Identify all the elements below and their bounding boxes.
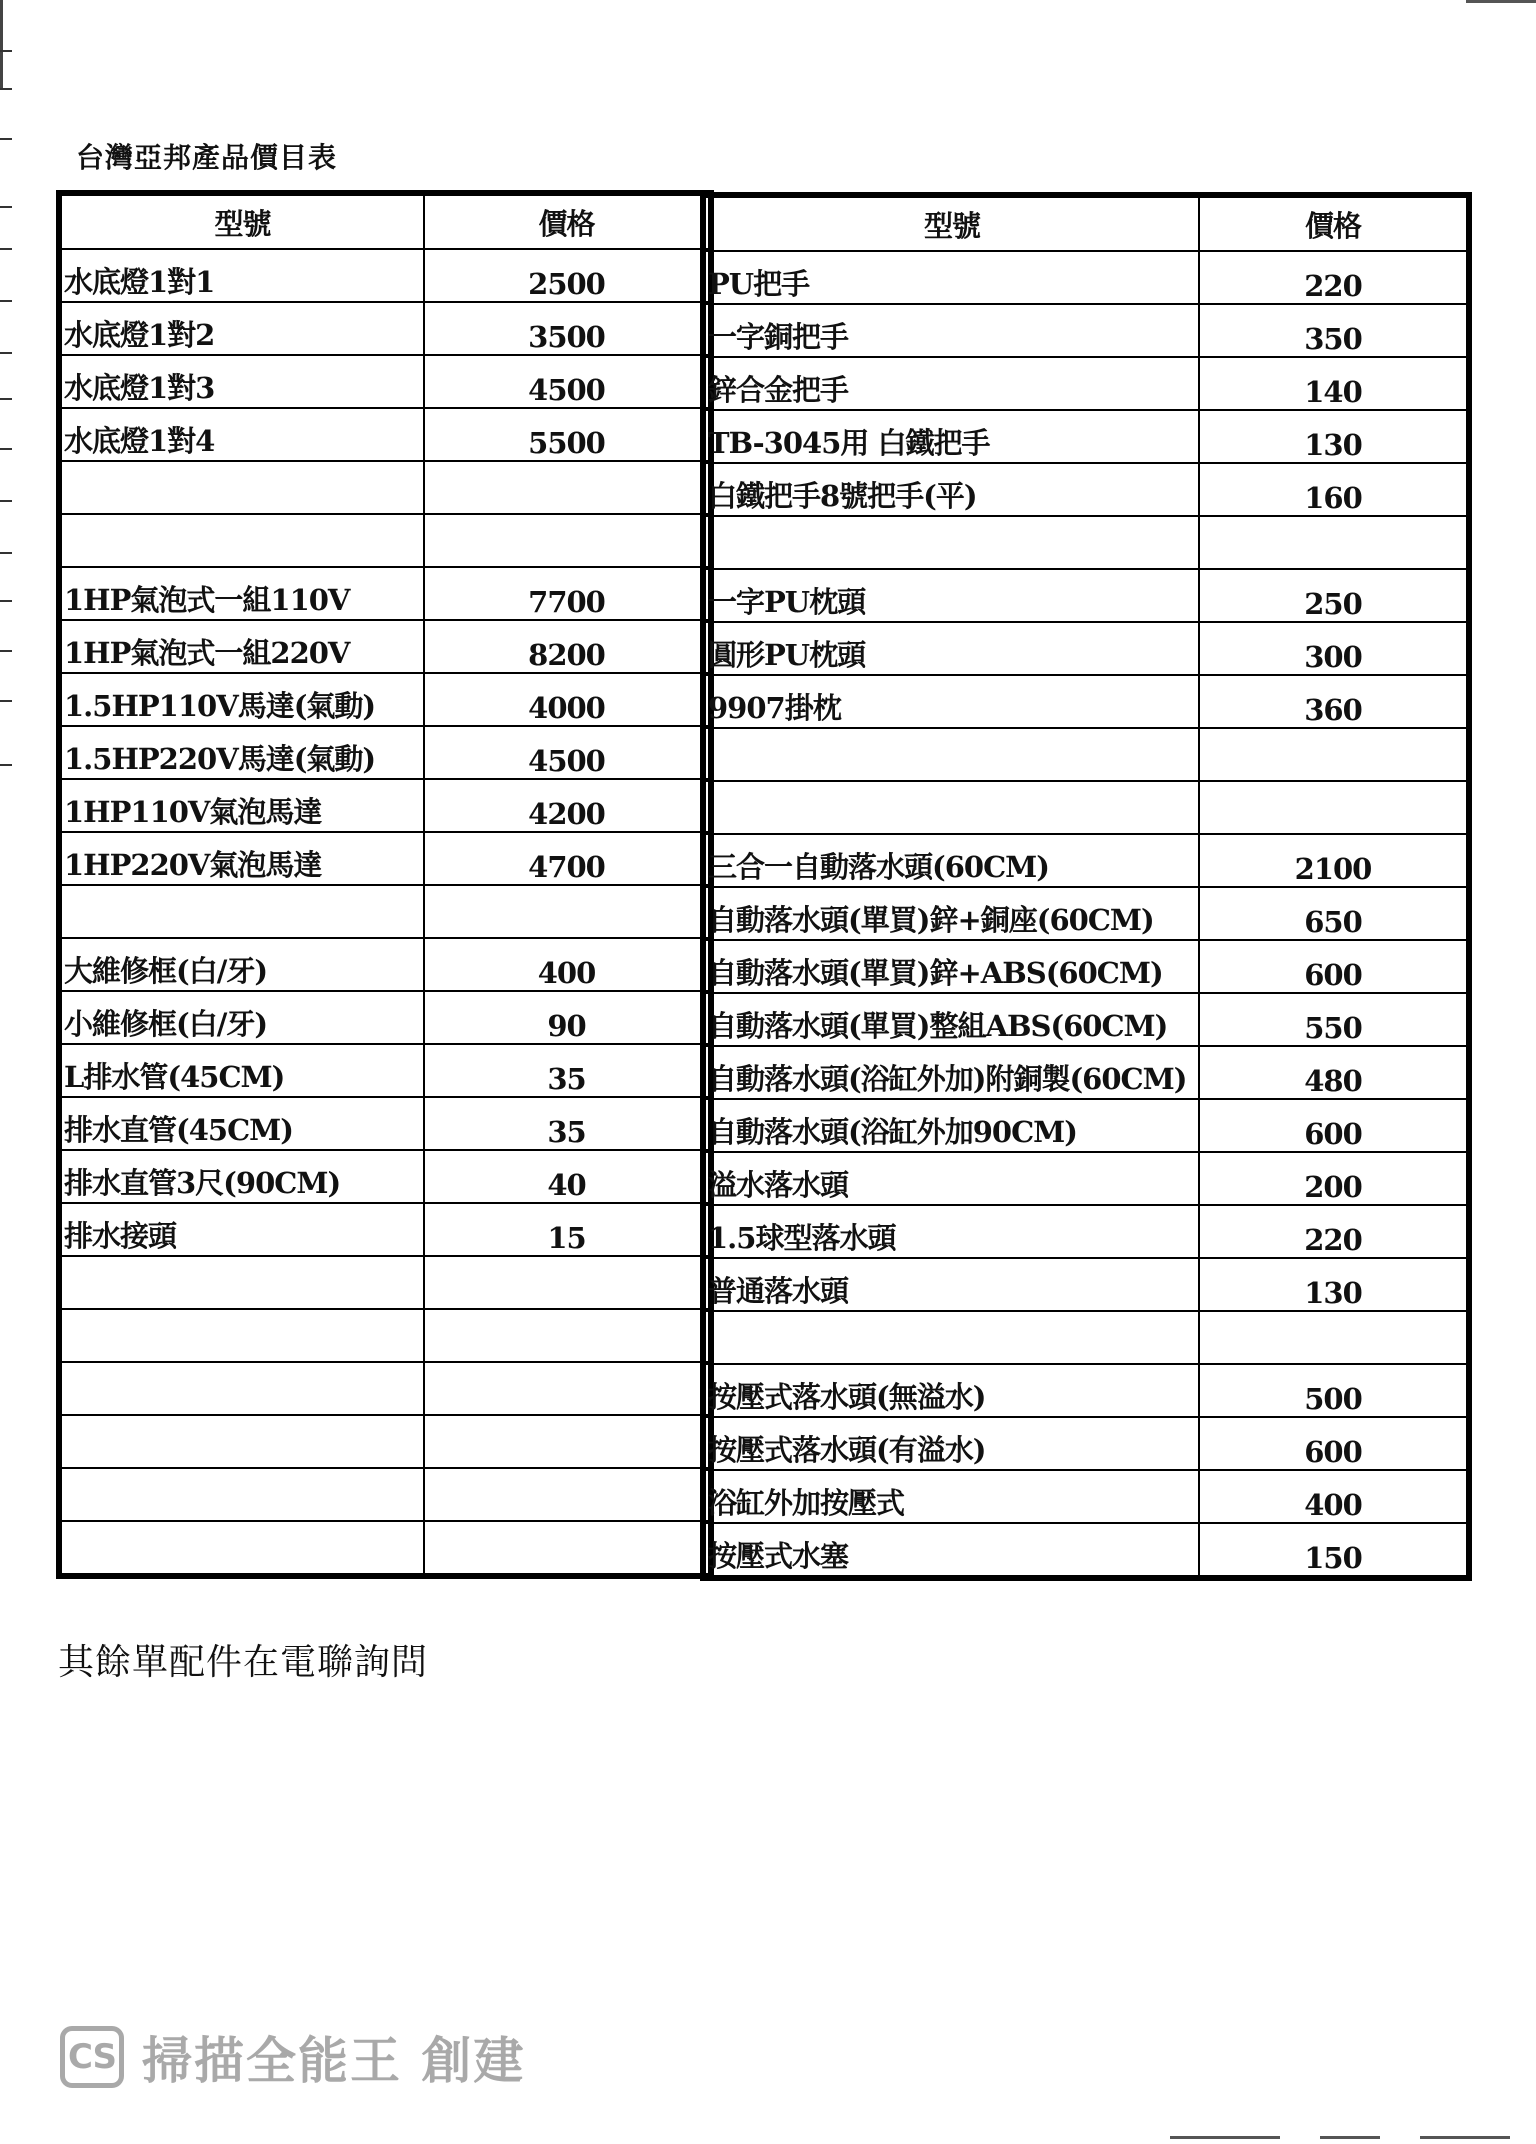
- row-model: 水底燈1對4: [59, 408, 424, 461]
- row-model: 按壓式落水頭(無溢水): [703, 1364, 1199, 1417]
- table-row: [703, 675, 1469, 728]
- row-price: 5500: [424, 408, 711, 461]
- table-row: [703, 887, 1469, 940]
- row-price: 130: [1199, 410, 1469, 463]
- row-price: 4000: [424, 673, 711, 726]
- table-row: [703, 1470, 1469, 1523]
- row-price: 360: [1199, 675, 1469, 728]
- table-row: [703, 781, 1469, 834]
- table-row: [59, 1362, 711, 1415]
- row-model: TB-3045用 白鐵把手: [703, 410, 1199, 463]
- table-row: [59, 885, 711, 938]
- row-price: [424, 1362, 711, 1415]
- table-row: [59, 1203, 711, 1256]
- table-row: [703, 1523, 1469, 1578]
- row-price: [424, 885, 711, 938]
- table-row: [59, 1309, 711, 1362]
- table-row: [703, 304, 1469, 357]
- row-model: L排水管(45CM): [59, 1044, 424, 1097]
- table-row: [703, 622, 1469, 675]
- scan-corner-bar: [1466, 0, 1536, 3]
- row-model: 小維修框(白/牙): [59, 991, 424, 1044]
- row-model: 普通落水頭: [703, 1258, 1199, 1311]
- row-model: 圓形PU枕頭: [703, 622, 1199, 675]
- table-row: [59, 620, 711, 673]
- row-price: [1199, 781, 1469, 834]
- table-row: [703, 1152, 1469, 1205]
- table-row: [703, 569, 1469, 622]
- row-model: 溢水落水頭: [703, 1152, 1199, 1205]
- table-row: [703, 1258, 1469, 1311]
- table-row: [59, 991, 711, 1044]
- table-row: [59, 408, 711, 461]
- table-row: [703, 993, 1469, 1046]
- table-row: [59, 514, 711, 567]
- row-price: [1199, 728, 1469, 781]
- row-price: 140: [1199, 357, 1469, 410]
- table-row: [59, 355, 711, 408]
- row-model: 排水接頭: [59, 1203, 424, 1256]
- row-price: 480: [1199, 1046, 1469, 1099]
- row-model: 水底燈1對3: [59, 355, 424, 408]
- table-row: [59, 1150, 711, 1203]
- watermark-text: 掃描全能王 創建: [142, 2032, 526, 2090]
- price-list-title: 台灣亞邦產品價目表: [76, 141, 338, 174]
- row-model: 1HP氣泡式一組110V: [59, 567, 424, 620]
- row-price: 35: [424, 1097, 711, 1150]
- table-row: [703, 1099, 1469, 1152]
- row-model: 一字銅把手: [703, 304, 1199, 357]
- row-price: 130: [1199, 1258, 1469, 1311]
- row-model: 自動落水頭(浴缸外加90CM): [703, 1099, 1199, 1152]
- row-model: 排水直管3尺(90CM): [59, 1150, 424, 1203]
- header-price: 價格: [424, 193, 711, 249]
- row-price: 200: [1199, 1152, 1469, 1205]
- row-price: 350: [1199, 304, 1469, 357]
- row-model: [59, 461, 424, 514]
- row-price: 4700: [424, 832, 711, 885]
- price-table-left: [56, 190, 714, 1579]
- row-model: 水底燈1對2: [59, 302, 424, 355]
- row-model: 1.5HP110V馬達(氣動): [59, 673, 424, 726]
- row-price: 2500: [424, 249, 711, 302]
- row-price: 400: [424, 938, 711, 991]
- table-row: [703, 940, 1469, 993]
- row-price: 600: [1199, 1417, 1469, 1470]
- row-price: [424, 1468, 711, 1521]
- row-model: 1HP220V氣泡馬達: [59, 832, 424, 885]
- row-price: 8200: [424, 620, 711, 673]
- price-table-left-body: [59, 249, 711, 1576]
- row-price: 4200: [424, 779, 711, 832]
- row-model: PU把手: [703, 251, 1199, 304]
- row-price: 650: [1199, 887, 1469, 940]
- row-price: 160: [1199, 463, 1469, 516]
- table-row: [59, 726, 711, 779]
- table-row: [59, 938, 711, 991]
- table-row: [59, 567, 711, 620]
- table-row: [703, 1046, 1469, 1099]
- row-price: [424, 461, 711, 514]
- scan-bottom-mark: [1320, 2136, 1380, 2139]
- row-model: [59, 1415, 424, 1468]
- row-model: [59, 1309, 424, 1362]
- row-model: [703, 1311, 1199, 1364]
- table-row: [59, 249, 711, 302]
- price-table-right-body: [703, 251, 1469, 1578]
- scan-bottom-mark: [1170, 2136, 1280, 2139]
- row-model: [59, 1256, 424, 1309]
- table-row: [59, 1256, 711, 1309]
- row-price: 600: [1199, 1099, 1469, 1152]
- row-model: 自動落水頭(單買)鋅+ABS(60CM): [703, 940, 1199, 993]
- table-row: [703, 1417, 1469, 1470]
- row-price: 300: [1199, 622, 1469, 675]
- table-row: [59, 302, 711, 355]
- row-model: 按壓式水塞: [703, 1523, 1199, 1578]
- camscanner-logo-icon: CS: [60, 2026, 124, 2088]
- header-model: 型號: [59, 193, 424, 249]
- row-model: 浴缸外加按壓式: [703, 1470, 1199, 1523]
- row-price: [1199, 1311, 1469, 1364]
- row-price: 3500: [424, 302, 711, 355]
- table-row: [703, 463, 1469, 516]
- table-row: [59, 779, 711, 832]
- table-header-row: [703, 195, 1469, 251]
- row-price: 220: [1199, 1205, 1469, 1258]
- row-price: [424, 1256, 711, 1309]
- row-model: 按壓式落水頭(有溢水): [703, 1417, 1199, 1470]
- row-model: 大維修框(白/牙): [59, 938, 424, 991]
- row-model: [703, 781, 1199, 834]
- table-row: [59, 832, 711, 885]
- scanner-watermark: [60, 2024, 525, 2090]
- row-price: 600: [1199, 940, 1469, 993]
- row-model: [703, 728, 1199, 781]
- row-price: 35: [424, 1044, 711, 1097]
- row-model: 水底燈1對1: [59, 249, 424, 302]
- row-price: [424, 1521, 711, 1576]
- row-price: 250: [1199, 569, 1469, 622]
- row-model: 1HP氣泡式一組220V: [59, 620, 424, 673]
- table-row: [59, 1468, 711, 1521]
- footer-note: 其餘單配件在電聯詢問: [58, 1642, 429, 1683]
- row-price: 15: [424, 1203, 711, 1256]
- row-model: 鋅合金把手: [703, 357, 1199, 410]
- row-price: [424, 1415, 711, 1468]
- row-model: 自動落水頭(浴缸外加)附銅製(60CM): [703, 1046, 1199, 1099]
- row-model: 一字PU枕頭: [703, 569, 1199, 622]
- row-price: [424, 1309, 711, 1362]
- row-price: 400: [1199, 1470, 1469, 1523]
- row-model: 1.5HP220V馬達(氣動): [59, 726, 424, 779]
- row-model: [59, 1521, 424, 1576]
- row-price: 40: [424, 1150, 711, 1203]
- row-price: 4500: [424, 355, 711, 408]
- table-row: [703, 516, 1469, 569]
- row-model: 1HP110V氣泡馬達: [59, 779, 424, 832]
- table-row: [59, 673, 711, 726]
- row-price: 500: [1199, 1364, 1469, 1417]
- table-row: [59, 461, 711, 514]
- row-model: 三合一自動落水頭(60CM): [703, 834, 1199, 887]
- table-row: [59, 1415, 711, 1468]
- header-model: 型號: [703, 195, 1199, 251]
- row-price: 90: [424, 991, 711, 1044]
- row-model: 1.5球型落水頭: [703, 1205, 1199, 1258]
- row-model: 白鐵把手8號把手(平): [703, 463, 1199, 516]
- table-row: [59, 1521, 711, 1576]
- row-price: 220: [1199, 251, 1469, 304]
- row-price: [424, 514, 711, 567]
- row-model: 排水直管(45CM): [59, 1097, 424, 1150]
- table-row: [703, 251, 1469, 304]
- table-row: [703, 1364, 1469, 1417]
- row-model: [59, 885, 424, 938]
- scan-bottom-mark: [1420, 2136, 1510, 2139]
- row-model: 9907掛枕: [703, 675, 1199, 728]
- table-row: [703, 410, 1469, 463]
- row-price: 150: [1199, 1523, 1469, 1578]
- table-row: [59, 1044, 711, 1097]
- price-table-right: [700, 192, 1472, 1581]
- table-row: [703, 357, 1469, 410]
- header-price: 價格: [1199, 195, 1469, 251]
- row-model: 自動落水頭(單買)鋅+銅座(60CM): [703, 887, 1199, 940]
- table-row: [703, 728, 1469, 781]
- row-model: [59, 1362, 424, 1415]
- row-price: 4500: [424, 726, 711, 779]
- table-row: [703, 1311, 1469, 1364]
- table-row: [703, 1205, 1469, 1258]
- table-row: [703, 834, 1469, 887]
- row-model: [703, 516, 1199, 569]
- row-model: [59, 514, 424, 567]
- row-price: 550: [1199, 993, 1469, 1046]
- row-price: 2100: [1199, 834, 1469, 887]
- table-row: [59, 1097, 711, 1150]
- row-model: 自動落水頭(單買)整組ABS(60CM): [703, 993, 1199, 1046]
- row-model: [59, 1468, 424, 1521]
- binder-edge-marks: [0, 0, 14, 800]
- row-price: [1199, 516, 1469, 569]
- row-price: 7700: [424, 567, 711, 620]
- table-header-row: [59, 193, 711, 249]
